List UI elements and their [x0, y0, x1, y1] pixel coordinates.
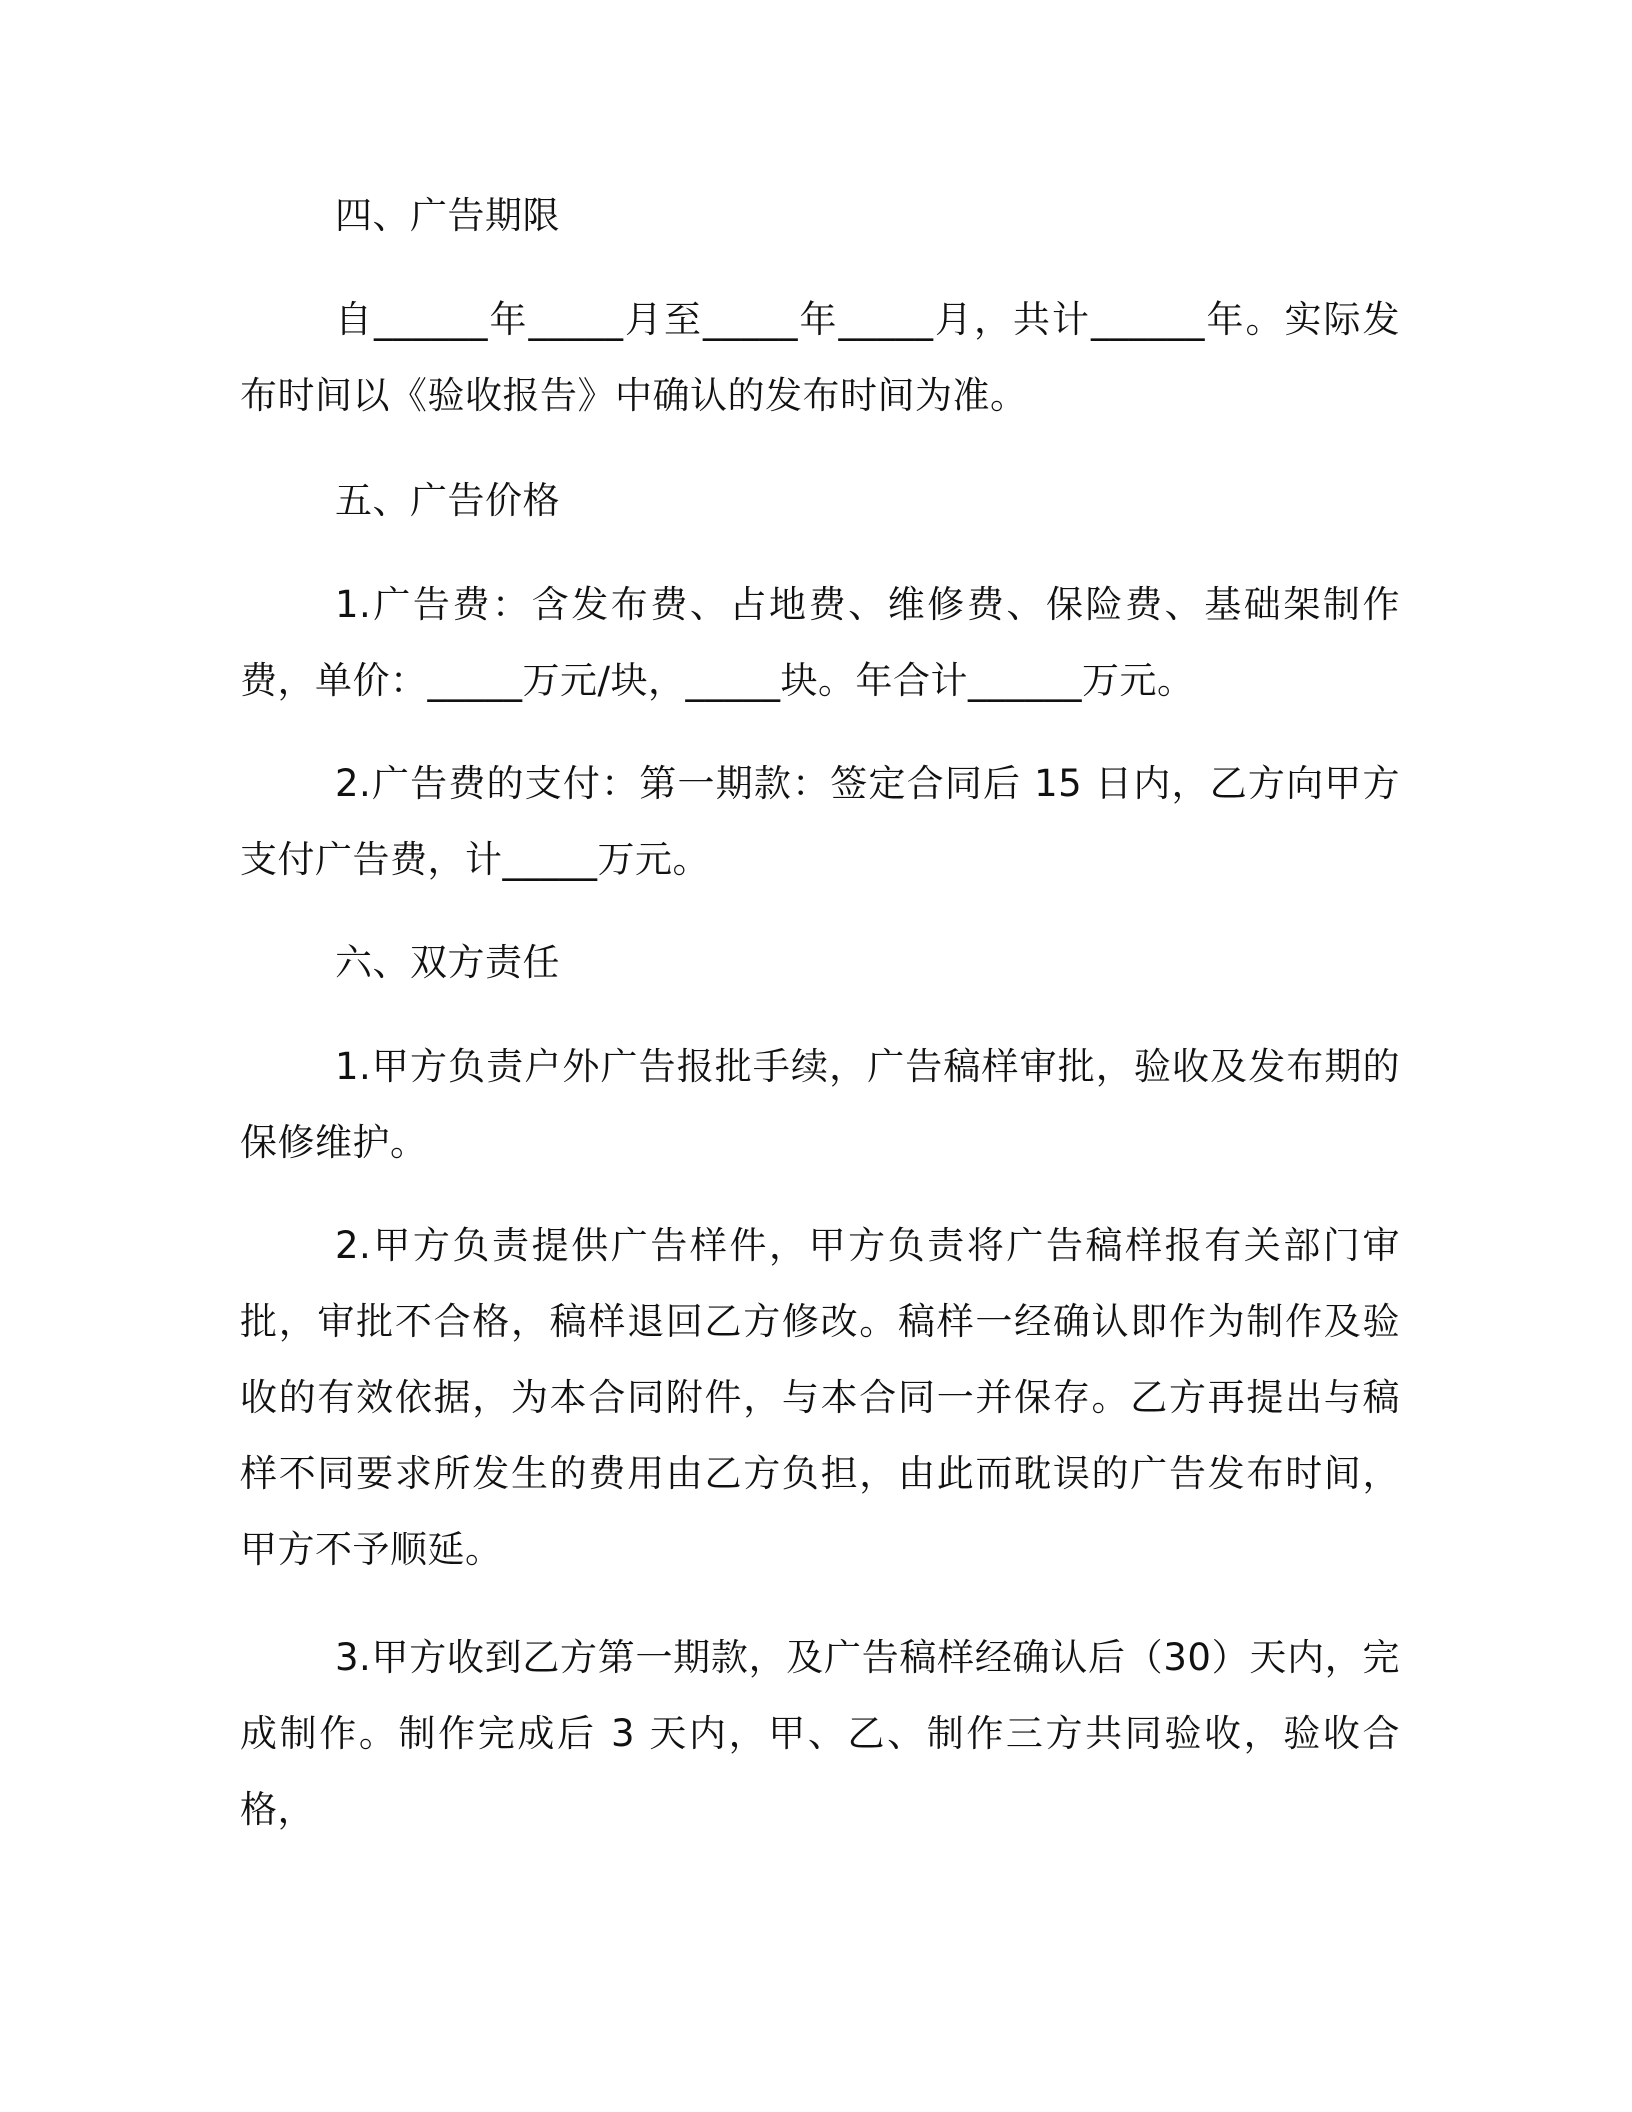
paragraph-responsibility-1: 1.甲方负责户外广告报批手续，广告稿样审批，验收及发布期的保修维护。 — [240, 1045, 1400, 1164]
section-heading-responsibilities: 六、双方责任 — [335, 941, 560, 984]
section-heading-term: 四、广告期限 — [335, 194, 560, 237]
paragraph-responsibility-3: 3.甲方收到乙方第一期款，及广告稿样经确认后（30）天内，完成制作。制作完成后 3 天内，甲、乙、制作三方共同验收，验收合格， — [240, 1636, 1400, 1831]
document-page — [240, 0, 1400, 2112]
section-heading-price: 五、广告价格 — [335, 479, 560, 522]
paragraph-responsibility-2: 2.甲方负责提供广告样件，甲方负责将广告稿样报有关部门审批，审批不合格，稿样退回乙方修改。稿样一经确认即作为制作及验收的有效依据，为本合同附件，与本合同一并保存。乙方再提出与稿样不同要求所发生的费用由乙方负担，由此而耽误的广告发布时间，甲方不予顺延。 — [240, 1224, 1400, 1571]
paragraph-ad-fee: 1.广告费：含发布费、占地费、维修费、保险费、基础架制作费，单价：_____万元/块，_____块。年合计______万元。 — [240, 583, 1400, 702]
paragraph-term-period: 自______年_____月至_____年_____月，共计______年。实际发布时间以《验收报告》中确认的发布时间为准。 — [240, 298, 1400, 417]
paragraph-ad-fee-payment: 2.广告费的支付：第一期款：签定合同后 15 日内，乙方向甲方支付广告费，计_____万元。 — [240, 762, 1400, 881]
